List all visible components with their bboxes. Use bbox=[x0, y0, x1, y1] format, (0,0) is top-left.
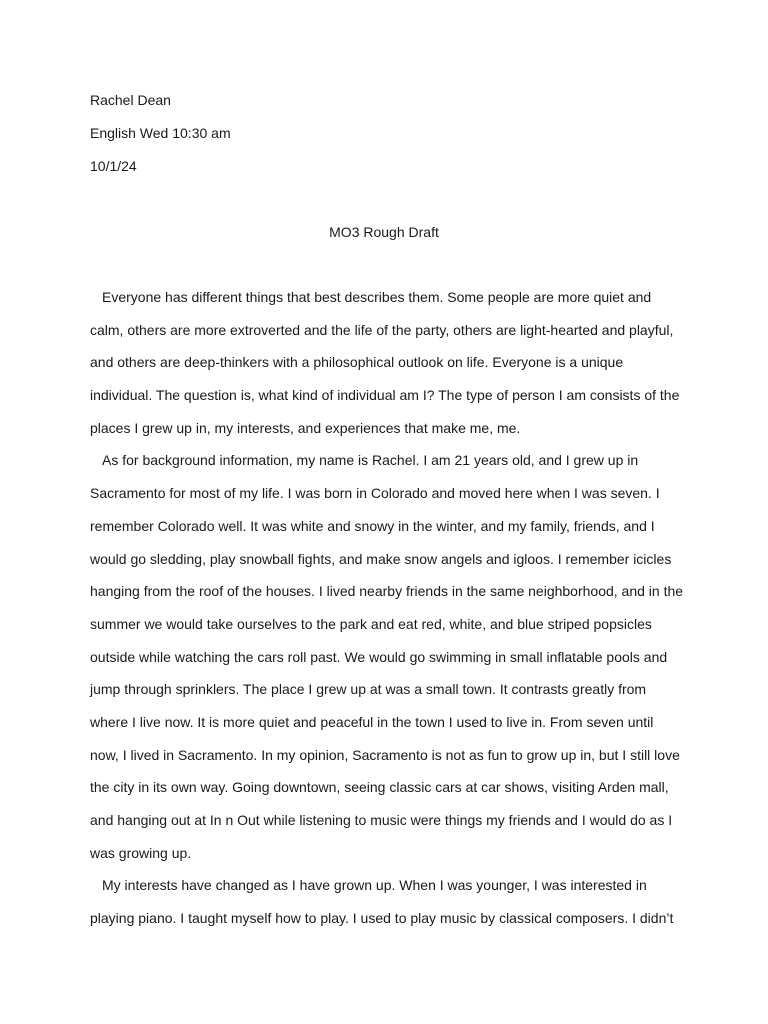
text-line: As for background information, my name is Rachel. I am 21 years old, and I grew up in bbox=[102, 452, 639, 469]
text-line: My interests have changed as I have grown up. When I was younger, I was interested in bbox=[102, 877, 647, 894]
text-line: playing piano. I taught myself how to play. I used to play music by classical composers. I didn’t bbox=[90, 910, 674, 927]
text-line: now, I lived in Sacramento. In my opinion, Sacramento is not as fun to grow up in, but I still love bbox=[90, 746, 680, 763]
author-name: Rachel Dean bbox=[90, 92, 171, 108]
course-info: English Wed 10:30 am bbox=[90, 125, 231, 141]
text-line: would go sledding, play snowball fights, and make snow angels and igloos. I remember icicles bbox=[90, 550, 672, 567]
text-line: calm, others are more extroverted and the life of the party, others are light-hearted and playful, bbox=[90, 321, 674, 338]
document-title: MO3 Rough Draft bbox=[329, 224, 439, 240]
text-line: jump through sprinklers. The place I grew up at was a small town. It contrasts greatly from bbox=[90, 681, 647, 698]
text-line: Sacramento for most of my life. I was born in Colorado and moved here when I was seven. I bbox=[90, 485, 660, 502]
text-line: places I grew up in, my interests, and experiences that make me, me. bbox=[90, 419, 521, 436]
text-line: was growing up. bbox=[90, 844, 192, 861]
text-line: Everyone has different things that best describes them. Some people are more quiet and bbox=[102, 289, 652, 305]
text-line: and hanging out at In n Out while listening to music were things my friends and I would do as I bbox=[90, 812, 673, 828]
text-line: and others are deep-thinkers with a philosophical outlook on life. Everyone is a unique bbox=[90, 354, 624, 371]
text-line: hanging from the roof of the houses. I lived nearby friends in the same neighborhood, and in the bbox=[90, 583, 684, 600]
text-line: summer we would take ourselves to the park and eat red, white, and blue striped popsicles bbox=[90, 615, 652, 632]
essay-body bbox=[90, 286, 690, 940]
text-line: where I live now. It is more quiet and peaceful in the town I used to live in. From seven until bbox=[90, 713, 654, 730]
text-line: remember Colorado well. It was white and snowy in the winter, and my family, friends, and I bbox=[90, 517, 655, 534]
text-line: individual. The question is, what kind of individual am I? The type of person I am consists of the bbox=[90, 387, 680, 404]
document-date: 10/1/24 bbox=[90, 158, 137, 174]
text-line: outside while watching the cars roll past. We would go swimming in small inflatable pools and bbox=[90, 648, 668, 665]
text-line: the city in its own way. Going downtown, seeing classic cars at car shows, visiting Arden mall, bbox=[90, 779, 669, 796]
